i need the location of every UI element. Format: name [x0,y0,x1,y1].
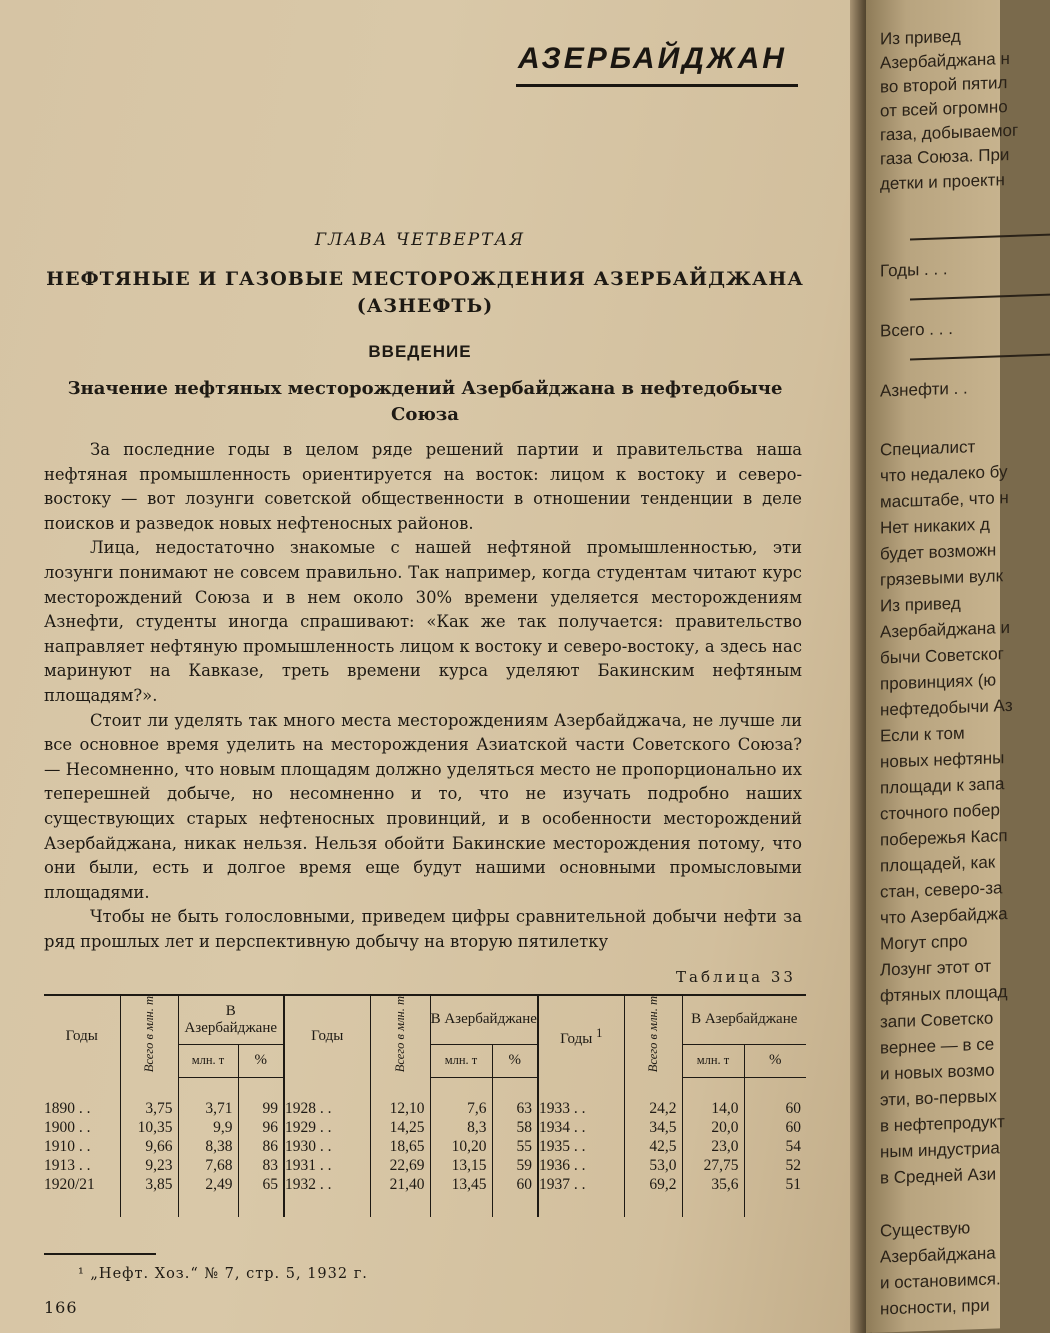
value-cell: 51 [744,1176,806,1217]
year-cell: 1890 . . [44,1100,91,1118]
adjacent-page-line: Азербайджана и [880,617,1010,642]
value-cell: 14,0 [682,1077,744,1119]
value-cell: 13,15 [430,1157,492,1176]
adjacent-page-line: и новых возмо [880,1060,995,1084]
chapter-title: НЕФТЯНЫЕ И ГАЗОВЫЕ МЕСТОРОЖДЕНИЯ АЗЕРБАЙДЖАНА (АЗНЕФТЬ) [46,268,804,317]
footnote-rule [44,1253,156,1255]
adjacent-page-line: новых нефтяны [880,748,1005,772]
col-mln: млн. т [682,1044,744,1077]
table-row [44,1138,806,1157]
table-row [44,1157,806,1176]
col-mln: млн. т [178,1044,238,1077]
value-cell: 60 [492,1176,538,1217]
year-cell: 1910 . . [44,1138,91,1156]
value-cell: 10,35 [120,1119,178,1138]
adjacent-page [866,0,1019,1333]
adjacent-page-line: запи Советско [880,1008,994,1032]
col-years: Годы [44,995,120,1077]
table-row [44,1176,806,1217]
value-cell: 8,38 [178,1138,238,1157]
value-cell: 99 [238,1077,284,1119]
col-total: Всего в млн. т [120,995,178,1077]
value-cell: 12,10 [370,1077,430,1119]
year-cell: 1935 . . [538,1138,624,1157]
adjacent-page-line: грязевыми вулк [880,566,1004,590]
adjacent-page-line: что Азербайджа [880,904,1008,928]
running-header: АЗЕРБАЙДЖАН [518,42,787,75]
value-cell: 2,49 [178,1176,238,1217]
adjacent-page-line: в Средней Ази [880,1164,997,1188]
adjacent-page-line: Из привед [880,593,961,616]
value-cell: 23,0 [682,1138,744,1157]
adjacent-page-line: Лозунг этот от [880,956,992,980]
adjacent-page-line: стан, северо-за [880,878,1003,902]
value-cell: 7,6 [430,1077,492,1119]
adjacent-page-line: нефтедобычи Аз [880,695,1013,720]
value-cell: 9,66 [120,1138,178,1157]
adjacent-page-line: носности, при [880,1295,990,1319]
value-cell: 3,75 [120,1077,178,1119]
section-heading: ВВЕДЕНИЕ [368,342,472,361]
value-cell: 54 [744,1138,806,1157]
adjacent-page-line: Из привед [880,26,961,49]
value-cell: 9,23 [120,1157,178,1176]
paragraph: Лица, недостаточно знакомые с нашей нефтяной промышленностью, эти лозунги понимают не совсем правильно. Так например, когда студентам читают курс месторождений Союза и в нем около 30% времени уделяется месторождениям Азнефти, студенты иногда спрашивают: «Как же так получается: правительство направляет нефтяную промышленность лицом к востоку и северо-востоку, а здесь нас маринуют на Кавказе, треть времени курса уделяют Бакинским нефтяным площадям?». [44,538,802,705]
adjacent-page-line: площадей, как [880,852,996,876]
value-cell: 7,68 [178,1157,238,1176]
adjacent-page-line: Азербайджана н [880,48,1010,73]
year-cell: 1913 . . [44,1157,91,1175]
value-cell: 9,9 [178,1119,238,1138]
year-cell: 1933 . . [538,1077,624,1119]
adjacent-page-line: площади к запа [880,774,1005,798]
col-years: Годы [284,995,370,1077]
value-cell: 83 [238,1157,284,1176]
adjacent-page-line: эти, во-первых [880,1086,997,1110]
col-pct: % [238,1044,284,1077]
year-cell: 1934 . . [538,1119,624,1138]
year-cell: 1937 . . [538,1176,624,1217]
adjacent-page-line: Азнефти . . [880,378,968,401]
value-cell: 60 [744,1077,806,1119]
col-pct: % [744,1044,806,1077]
adjacent-page-line: побережья Касп [880,826,1008,850]
col-azer: В Азербайджане [178,995,284,1044]
adjacent-page-line: Годы . . . [880,259,948,281]
paragraph: Стоит ли уделять так много места месторождениям Азербайджача, не лучше ли все основное время уделить на месторождения Азиатской части Советского Союза? — Несомненно, что новым площадям должно уделяться место не пропорционально их теперешней добыче, но несомненно и то, что не изучать подробно наших существующих старых нефтеносных провинций, и в особенности месторождений Азербайджана, никак нельзя. Нельзя обойти Бакинские месторождения потому, что они были, есть и долгое время еще будут нашими основными промысловыми площадями. [44,710,802,902]
adjacent-table-rule [910,294,1050,301]
value-cell: 13,45 [430,1176,492,1217]
chapter-heading: ГЛАВА ЧЕТВЕРТАЯ [314,230,526,250]
adjacent-page-line: во второй пятил [880,73,1008,97]
value-cell: 65 [238,1176,284,1217]
adjacent-page-line: в нефтепродукт [880,1112,1005,1136]
value-cell: 60 [744,1119,806,1138]
paragraph: Чтобы не быть голословными, приведем цифры сравнительной добычи нефти за ряд прошлых лет и перспективную добычу на вторую пятилетку [44,907,802,951]
year-cell: 1936 . . [538,1157,624,1176]
adjacent-table-rule [910,234,1050,241]
year-cell: 1920/21 [44,1176,95,1194]
paragraph: За последние годы в целом ряде решений партии и правительства наша нефтяная промышленность ориентируется на восток: лицом к востоку и северо-востоку — вот лозунги советской общественности в отношении тенденции в деле поисков и разведок новых нефтеносных районов. [44,440,802,533]
body-text [44,438,802,954]
value-cell: 20,0 [682,1119,744,1138]
adjacent-page-line: от всей огромно [880,97,1008,121]
value-cell: 58 [492,1119,538,1138]
adjacent-table-rule [910,354,1050,361]
adjacent-page-line: и остановимся. [880,1269,1001,1293]
value-cell: 27,75 [682,1157,744,1176]
year-cell: 1928 . . [284,1077,370,1119]
value-cell: 96 [238,1119,284,1138]
col-years: Годы $^1$ [538,995,624,1077]
value-cell: 69,2 [624,1176,682,1217]
table-row [44,1119,806,1138]
value-cell: 18,65 [370,1138,430,1157]
value-cell: 3,71 [178,1077,238,1119]
col-pct: % [492,1044,538,1077]
adjacent-page-line: Нет никаких д [880,514,990,538]
year-cell: 1930 . . [284,1138,370,1157]
value-cell: 59 [492,1157,538,1176]
value-cell: 3,85 [120,1176,178,1217]
value-cell: 14,25 [370,1119,430,1138]
year-cell: 1931 . . [284,1157,370,1176]
year-cell: 1932 . . [284,1176,370,1217]
value-cell: 63 [492,1077,538,1119]
adjacent-page-line: вернее — в се [880,1034,995,1058]
adjacent-page-line: Если к том [880,723,965,746]
value-cell: 35,6 [682,1176,744,1217]
value-cell: 10,20 [430,1138,492,1157]
value-cell: 52 [744,1157,806,1176]
adjacent-page-line: что недалеко бу [880,462,1008,486]
value-cell: 24,2 [624,1077,682,1119]
col-total: Всего в млн. т [624,995,682,1077]
value-cell: 86 [238,1138,284,1157]
adjacent-page-line: провинциях (ю [880,670,997,694]
col-azer: В Азербайджане [682,995,806,1044]
value-cell: 55 [492,1138,538,1157]
adjacent-page-line: Существую [880,1218,971,1241]
col-mln: млн. т [430,1044,492,1077]
value-cell: 42,5 [624,1138,682,1157]
adjacent-page-line: Могут спро [880,931,968,954]
adjacent-page-line: Специалист [880,437,976,460]
adjacent-page-line: фтяных площад [880,982,1008,1006]
col-azer: В Азербайджане [430,995,538,1044]
adjacent-page-line: Всего . . . [880,318,953,341]
page-number: 166 [44,1298,78,1317]
value-cell: 21,40 [370,1176,430,1217]
adjacent-page-line: газа Союза. При [880,144,1010,169]
year-cell: 1929 . . [284,1119,370,1138]
production-table [44,994,806,1217]
value-cell: 8,3 [430,1119,492,1138]
value-cell: 53,0 [624,1157,682,1176]
year-cell: 1900 . . [44,1119,91,1137]
adjacent-page-line: газа, добываемог [880,120,1019,145]
footnote: ¹ „Нефт. Хоз.“ № 7, стр. 5, 1932 г. [78,1266,368,1282]
header-rule [516,84,798,87]
adjacent-page-line: детки и проектн [880,170,1005,194]
section-subtitle: Значение нефтяных месторождений Азербайджана в нефтедобыче Союза [67,378,783,425]
adjacent-page-line: сточного побер [880,800,1000,824]
value-cell: 22,69 [370,1157,430,1176]
adjacent-page-line: Азербайджана [880,1243,996,1267]
adjacent-page-line: ным индустриа [880,1138,1000,1162]
table-caption: Таблица 33 [676,968,796,986]
adjacent-page-line: бычи Советског [880,644,1004,668]
col-total: Всего в млн. т [370,995,430,1077]
adjacent-page-line: будет возможн [880,540,997,564]
adjacent-page-line: масштабе, что н [880,488,1009,512]
table-row [44,1077,806,1119]
value-cell: 34,5 [624,1119,682,1138]
